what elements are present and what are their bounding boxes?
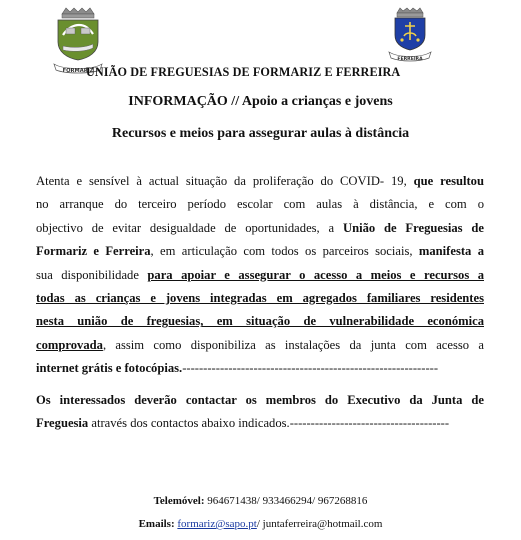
subheading: Recursos e meios para assegurar aulas à distância <box>111 126 410 141</box>
document-title: UNIÃO DE FREGUESIAS DE FORMARIZ E FERREIRA <box>86 65 401 79</box>
email-contacts: Emails: formariz@sapo.pt/ juntaferreira@hotmail.com <box>138 518 383 530</box>
email-ferreira: juntaferreira@hotmail.com <box>262 518 383 530</box>
body-line: Atenta e sensível à actual situação da proliferação do COVID- 19, que resultou <box>36 174 484 188</box>
body-line: Os interessados deverão contactar os membros do Executivo da Junta de <box>36 392 484 407</box>
body-line: Formariz e Ferreira, em articulação com todos os parceiros sociais, manifesta a <box>36 244 484 259</box>
svg-text:FERREIRA: FERREIRA <box>397 57 423 62</box>
body-line: internet grátis e fotocópias.------------------------------------------------------------- <box>36 361 439 376</box>
body-line: nesta união de freguesias, em situação de vulnerabilidade económica <box>36 314 484 329</box>
paragraph-announcement <box>36 170 484 381</box>
body-line: no arranque do terceiro período escolar com aulas à distância, e com o <box>36 197 484 212</box>
body-line: sua disponibilidade para apoiar e assegurar o acesso a meios e recursos a <box>36 267 484 282</box>
email-link-formariz[interactable]: formariz@sapo.pt <box>177 518 257 530</box>
phone-contacts: Telemóvel: 964671438/ 933466294/ 967268816 <box>153 495 368 507</box>
ferreira-coat-of-arms <box>387 6 433 64</box>
body-line: objectivo de evitar desigualdade de oportunidades, a União de Freguesias de <box>36 220 484 235</box>
paragraph-contact-instructions <box>36 389 484 436</box>
body-text <box>36 170 484 435</box>
body-line: Freguesia através dos contactos abaixo indicados.-------------------------------------- <box>36 416 450 431</box>
body-line: todas as crianças e jovens integradas em agregados familiares residentes <box>36 291 484 306</box>
svg-text:FORMARIZ: FORMARIZ <box>62 68 94 74</box>
body-line: comprovada, assim como disponibiliza as instalações da junta com acesso a <box>36 337 484 352</box>
info-heading: INFORMAÇÃO // Apoio a crianças e jovens <box>128 94 393 109</box>
